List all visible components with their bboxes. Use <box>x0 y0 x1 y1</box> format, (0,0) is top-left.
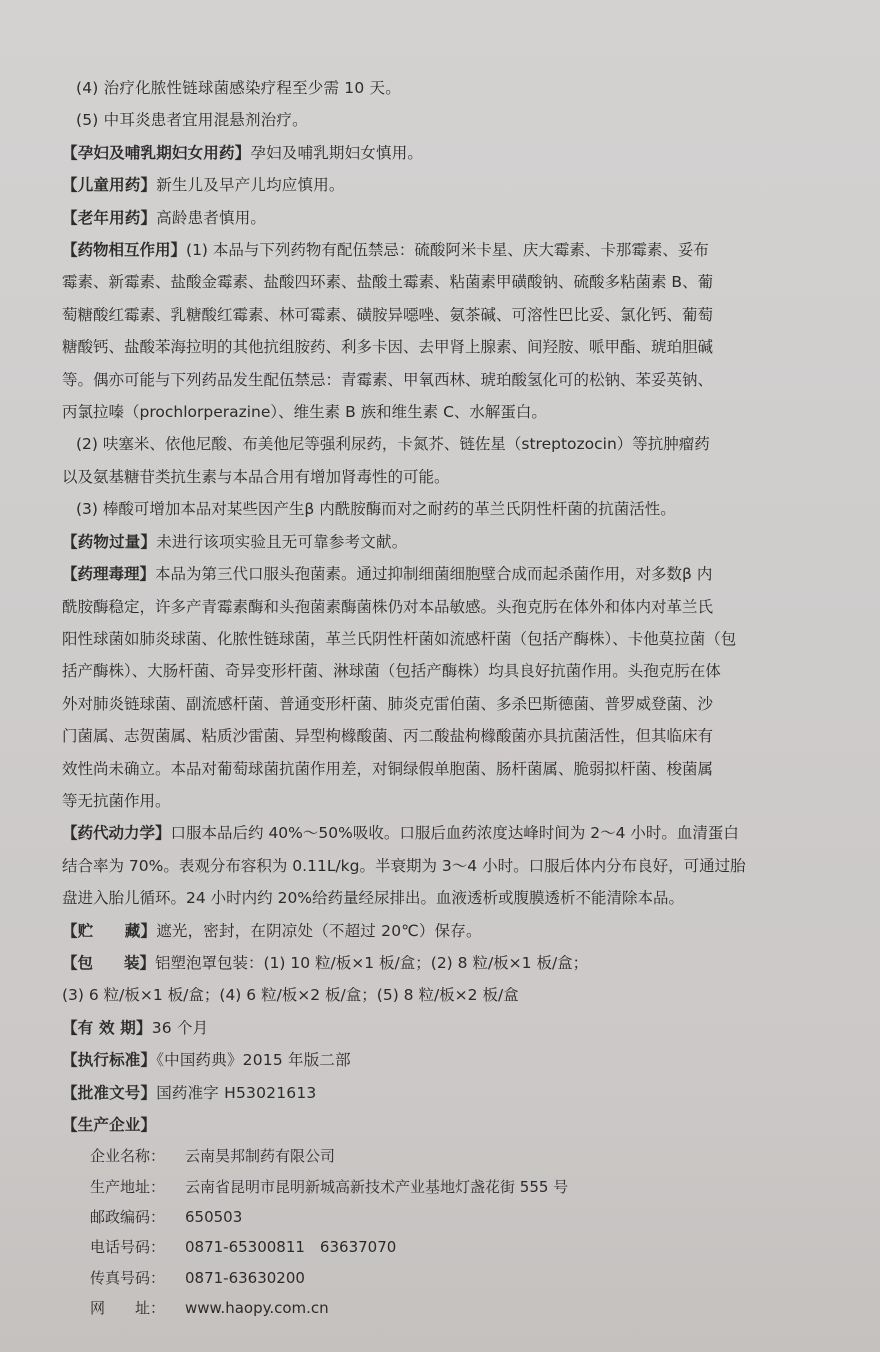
interactions-section <box>62 234 842 526</box>
children-section <box>62 169 842 201</box>
validity-section <box>62 1012 842 1044</box>
address-value: 云南省昆明市昆明新城高新技术产业基地灯盏花街 555 号 <box>185 1177 569 1196</box>
pharmacology-line: 外对肺炎链球菌、副流感杆菌、普通变形杆菌、肺炎克雷伯菌、多杀巴斯德菌、普罗威登菌、沙 <box>62 694 714 713</box>
item-5: (5) 中耳炎患者宜用混悬剂治疗。 <box>76 111 308 130</box>
elderly-text: 高龄患者慎用。 <box>156 208 267 227</box>
interactions-line: 萄糖酸红霉素、乳糖酸红霉素、林可霉素、磺胺异噁唑、氨茶碱、可溶性巴比妥、氯化钙、葡萄 <box>62 305 714 324</box>
fax-value: 0871-63630200 <box>185 1268 305 1287</box>
validity-heading: 【有 效 期】 <box>62 1018 152 1037</box>
pharmacology-line: 门菌属、志贺菌属、粘质沙雷菌、异型枸橼酸菌、丙二酸盐枸橼酸菌亦具抗菌活性，但其临床有 <box>62 727 714 746</box>
standard-text: 《中国药典》2015 年版二部 <box>156 1051 351 1070</box>
interactions-line: 糖酸钙、盐酸苯海拉明的其他抗组胺药、利多卡因、去甲肾上腺素、间羟胺、哌甲酯、琥珀胆碱 <box>62 338 714 357</box>
pregnancy-heading: 【孕妇及哺乳期妇女用药】 <box>62 143 251 162</box>
manufacturer-section <box>62 1109 842 1141</box>
pharmacology-line: 【药理毒理】本品为第三代口服头孢菌素。通过抑制细菌细胞壁合成而起杀菌作用，对多数β 内 <box>62 565 713 584</box>
storage-text: 遮光，密封，在阴凉处（不超过 20℃）保存。 <box>156 921 482 940</box>
packaging-section <box>62 947 842 1012</box>
pharmacokinetics-line: 盘进入胎儿循环。24 小时内约 20%给药量经尿排出。血液透析或腹膜透析不能清除本品。 <box>62 889 685 908</box>
fax-label: 传真号码： <box>90 1268 166 1287</box>
standard-section <box>62 1044 842 1076</box>
interactions-line: 丙氯拉嗪（prochlorperazine）、维生素 B 族和维生素 C、水解蛋白。 <box>62 403 547 422</box>
pharmacology-line: 效性尚未确立。本品对葡萄球菌抗菌作用差，对铜绿假单胞菌、肠杆菌属、脆弱拟杆菌、梭菌属 <box>62 759 714 778</box>
children-text: 新生儿及早产儿均应慎用。 <box>156 176 345 195</box>
validity-text: 36 个月 <box>151 1018 209 1037</box>
approval-text: 国药准字 H53021613 <box>156 1083 317 1102</box>
website-row <box>90 1293 842 1323</box>
storage-section <box>62 915 842 947</box>
address-row <box>90 1172 842 1202</box>
postcode-label: 邮政编码： <box>90 1208 166 1226</box>
interactions-line: 以及氨基糖苷类抗生素与本品合用有增加肾毒性的可能。 <box>62 467 450 486</box>
company-name-label: 企业名称： <box>90 1147 166 1166</box>
postcode-row <box>90 1202 842 1232</box>
interactions-line: 等。偶亦可能与下列药品发生配伍禁忌：青霉素、甲氧西林、琥珀酸氢化可的松钠、苯妥英钠、 <box>62 370 714 389</box>
overdose-text: 未进行该项实验且无可靠参考文献。 <box>156 532 408 551</box>
company-name-value: 云南昊邦制药有限公司 <box>185 1147 336 1166</box>
elderly-heading: 【老年用药】 <box>62 208 157 227</box>
pharmacology-line: 酰胺酶稳定，许多产青霉素酶和头孢菌素酶菌株仍对本品敏感。头孢克肟在体外和体内对革兰氏 <box>62 597 714 616</box>
postcode-value: 650503 <box>185 1208 243 1226</box>
pregnancy-text: 孕妇及哺乳期妇女慎用。 <box>250 143 424 162</box>
children-heading: 【儿童用药】 <box>62 176 157 195</box>
pharmacokinetics-heading: 【药代动力学】 <box>62 824 171 843</box>
leaflet-content <box>62 72 842 1323</box>
phone-row <box>90 1232 842 1262</box>
interactions-heading: 【药物相互作用】 <box>62 241 187 260</box>
interactions-line: 【药物相互作用】(1) 本品与下列药物有配伍禁忌：硫酸阿米卡星、庆大霉素、卡那霉素、妥布 <box>62 241 709 260</box>
storage-heading: 【贮 藏】 <box>62 921 157 940</box>
packaging-heading: 【包 装】 <box>62 953 156 972</box>
approval-section <box>62 1077 842 1109</box>
pharmacokinetics-line: 结合率为 70%。表观分布容积为 0.11L/kg。半衰期为 3～4 小时。口服后体内分布良好，可通过胎 <box>62 856 746 875</box>
phone-value: 0871-65300811 63637070 <box>185 1238 397 1257</box>
website-label: 网 址： <box>90 1298 166 1317</box>
approval-heading: 【批准文号】 <box>62 1083 157 1102</box>
pharmacology-line: 阳性球菌如肺炎球菌、化脓性链球菌，革兰氏阴性杆菌如流感杆菌（包括产酶株）、卡他莫拉菌（包 <box>62 629 737 648</box>
interactions-line: (3) 棒酸可增加本品对某些因产生β 内酰胺酶而对之耐药的革兰氏阴性杆菌的抗菌活性。 <box>76 500 676 519</box>
address-label: 生产地址： <box>90 1177 166 1196</box>
overdose-section <box>62 526 842 558</box>
packaging-line: (3) 6 粒/板×1 板/盒；(4) 6 粒/板×2 板/盒；(5) 8 粒/板×2 板/盒 <box>62 986 519 1005</box>
overdose-heading: 【药物过量】 <box>62 532 157 551</box>
phone-label: 电话号码： <box>90 1238 166 1257</box>
elderly-section <box>62 202 842 234</box>
interactions-line: (2) 呋塞米、依他尼酸、布美他尼等强利尿药，卡氮芥、链佐星（streptozocin）等抗肿瘤药 <box>76 435 710 454</box>
company-name-row <box>90 1141 842 1171</box>
pharmacokinetics-line: 【药代动力学】口服本品后约 40%～50%吸收。口服后血药浓度达峰时间为 2～4 小时。血清蛋白 <box>62 824 739 843</box>
pharmacology-line: 括产酶株）、大肠杆菌、奇异变形杆菌、淋球菌（包括产酶株）均具良好抗菌作用。头孢克肟在体 <box>62 662 721 681</box>
website-value: www.haopy.com.cn <box>185 1298 329 1317</box>
fax-row <box>90 1263 842 1293</box>
item-4: (4) 治疗化脓性链球菌感染疗程至少需 10 天。 <box>76 79 401 97</box>
pharmacology-heading: 【药理毒理】 <box>62 565 156 584</box>
pharmacology-section <box>62 558 842 817</box>
standard-heading: 【执行标准】 <box>62 1051 157 1070</box>
pharmacology-line: 等无抗菌作用。 <box>62 791 171 810</box>
manufacturer-heading: 【生产企业】 <box>62 1116 157 1134</box>
packaging-line: 【包 装】铝塑泡罩包装：(1) 10 粒/板×1 板/盒；(2) 8 粒/板×1 板/盒； <box>62 953 589 972</box>
manufacturer-details <box>62 1141 842 1323</box>
pregnancy-section <box>62 137 842 169</box>
pharmacokinetics-section <box>62 817 842 914</box>
interactions-line: 霉素、新霉素、盐酸金霉素、盐酸四环素、盐酸土霉素、粘菌素甲磺酸钠、硫酸多粘菌素 B、葡 <box>62 273 714 292</box>
